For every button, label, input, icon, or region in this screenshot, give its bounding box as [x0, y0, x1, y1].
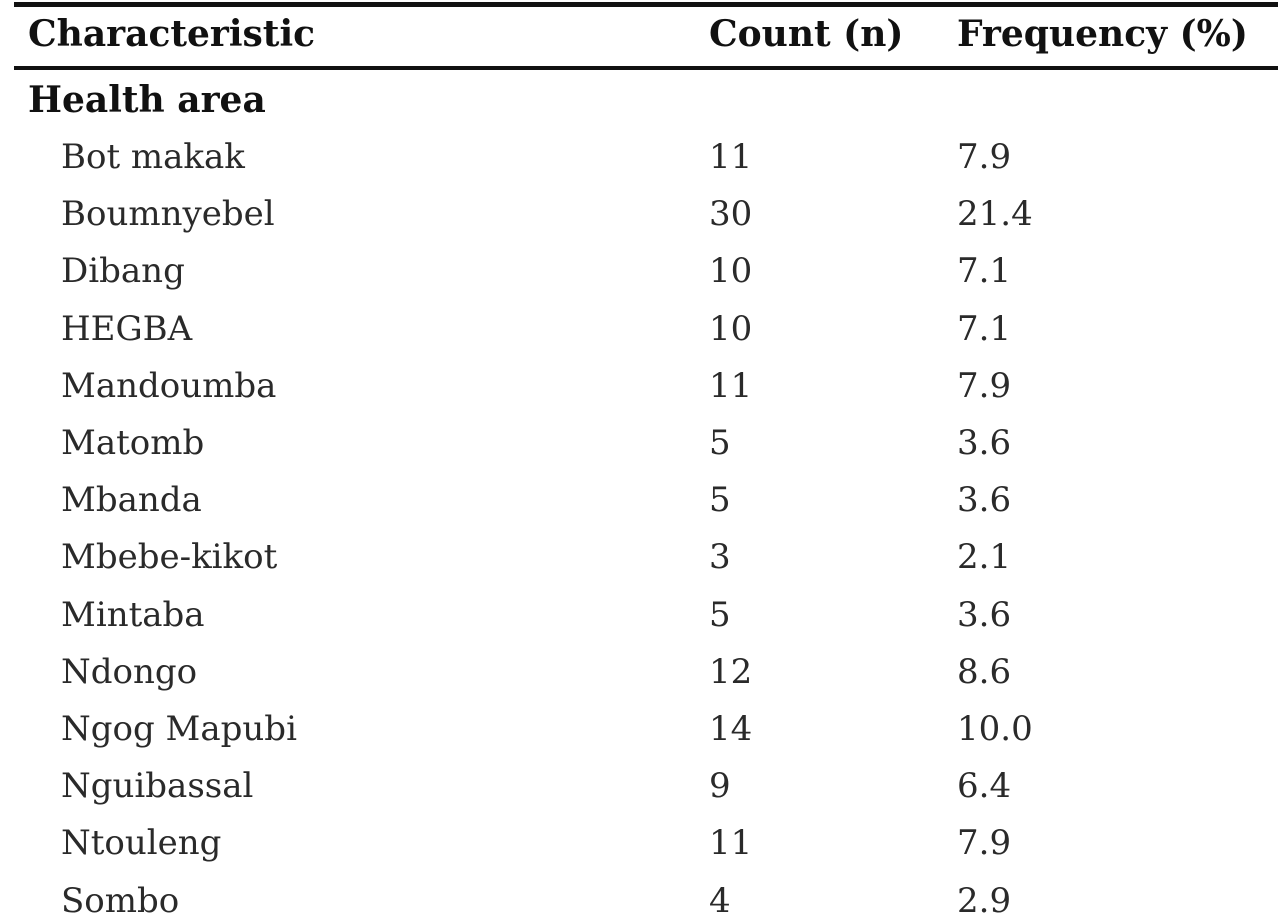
- row-count: 30: [709, 194, 753, 234]
- row-frequency: 2.9: [957, 881, 1012, 921]
- row-count: 11: [709, 366, 753, 406]
- row-count: 12: [709, 652, 753, 692]
- row-count: 3: [709, 537, 731, 577]
- row-count: 4: [709, 881, 731, 921]
- row-frequency: 3.6: [957, 480, 1012, 520]
- row-name: Ngog Mapubi: [61, 709, 297, 749]
- table-top-rule: [14, 2, 1278, 7]
- row-frequency: 7.1: [957, 309, 1012, 349]
- row-frequency: 8.6: [957, 652, 1012, 692]
- header-characteristic: Characteristic: [28, 13, 316, 55]
- row-name: Mbanda: [61, 480, 202, 520]
- row-name: Mbebe-kikot: [61, 537, 278, 577]
- row-name: Sombo: [61, 881, 180, 921]
- row-frequency: 21.4: [957, 194, 1033, 234]
- row-count: 11: [709, 823, 753, 863]
- row-frequency: 3.6: [957, 423, 1012, 463]
- row-count: 5: [709, 480, 731, 520]
- row-name: Matomb: [61, 423, 205, 463]
- table-header-rule: [14, 66, 1278, 70]
- row-frequency: 10.0: [957, 709, 1033, 749]
- row-count: 9: [709, 766, 731, 806]
- row-name: Dibang: [61, 251, 185, 291]
- row-frequency: 6.4: [957, 766, 1012, 806]
- row-count: 5: [709, 423, 731, 463]
- row-count: 11: [709, 137, 753, 177]
- row-name: Ntouleng: [61, 823, 222, 863]
- row-count: 14: [709, 709, 753, 749]
- row-name: Bot makak: [61, 137, 245, 177]
- row-count: 10: [709, 309, 753, 349]
- row-frequency: 3.6: [957, 595, 1012, 635]
- row-frequency: 7.1: [957, 251, 1012, 291]
- section-title: Health area: [28, 79, 266, 121]
- header-count: Count (n): [709, 13, 904, 55]
- row-name: Mintaba: [61, 595, 205, 635]
- row-frequency: 2.1: [957, 537, 1012, 577]
- row-name: Mandoumba: [61, 366, 277, 406]
- row-count: 5: [709, 595, 731, 635]
- row-frequency: 7.9: [957, 137, 1012, 177]
- row-name: Boumnyebel: [61, 194, 275, 234]
- row-name: HEGBA: [61, 309, 193, 349]
- row-frequency: 7.9: [957, 366, 1012, 406]
- header-frequency: Frequency (%): [957, 13, 1248, 55]
- row-name: Ndongo: [61, 652, 198, 692]
- row-count: 10: [709, 251, 753, 291]
- row-frequency: 7.9: [957, 823, 1012, 863]
- row-name: Nguibassal: [61, 766, 254, 806]
